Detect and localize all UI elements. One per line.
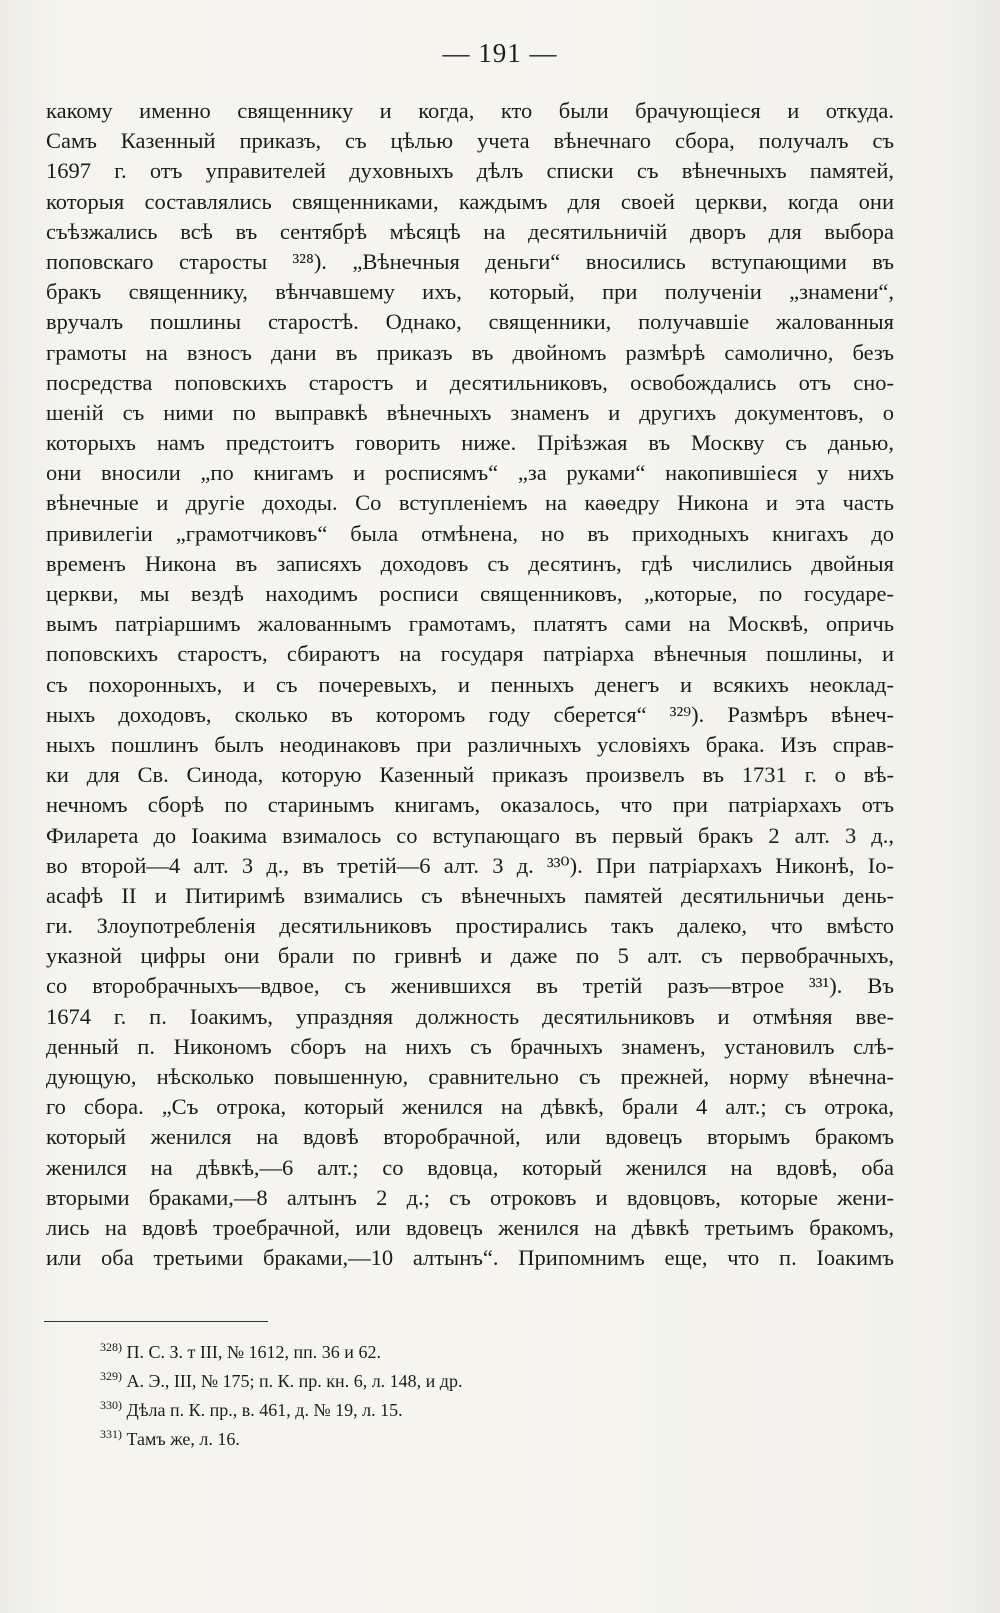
footnote-text: Тамъ же, л. 16. [126,1429,240,1449]
footnote-divider [44,1321,268,1322]
footnote-mark: 331) [100,1427,122,1441]
footnote-text: П. С. З. т III, № 1612, пп. 36 и 62. [126,1342,381,1362]
footnote-mark: 329) [100,1369,122,1383]
text-line: посредства поповскихъ старостъ и десятильниковъ, освобождались отъ сно- [46,369,894,395]
footnote [100,1396,800,1425]
text-line: вѣнечные и другіе доходы. Со вступленіемъ на каѳедру Никона и эта часть [46,490,894,516]
text-line: вручалъ пошлины старостѣ. Однако, священники, получавшіе жалованныя [46,309,894,335]
text-line: ныхъ пошлинъ былъ неодинаковъ при различныхъ условіяхъ брака. Изъ справ- [46,731,894,757]
footnote-mark: 330) [100,1398,122,1412]
text-line: во второй—4 алт. 3 д., въ третій—6 алт. 3 д. ³³⁰). При патріархахъ Никонѣ, Іо- [46,852,894,878]
footnote-mark: 328) [100,1340,122,1354]
footnote-text: Дѣла п. К. пр., в. 461, д. № 19, л. 15. [126,1400,403,1420]
text-line: со второбрачныхъ—вдвое, съ женившихся въ третій разъ—втрое ³³¹). Въ [46,973,894,999]
text-line: лись на вдовѣ троебрачной, или вдовецъ женился на дѣвкѣ третьимъ бракомъ, [46,1214,894,1240]
text-line: Филарета до Іоакима взималось со вступающаго въ первый бракъ 2 алт. 3 д., [46,822,894,848]
text-line: поповскихъ старостъ, сбираютъ на государя патріарха вѣнечныя пошлины, и [46,641,894,667]
footnote [100,1367,800,1396]
text-line: го сбора. „Съ отрока, который женился на дѣвкѣ, брали 4 алт.; съ отрока, [46,1094,894,1120]
text-line: нечномъ сборѣ по старинымъ книгамъ, оказалось, что при патріархахъ отъ [46,792,894,818]
footnote [100,1338,800,1367]
text-line: бракъ священнику, вѣнчавшему ихъ, который, при полученіи „знамени“, [46,279,894,305]
main-text [46,96,894,1273]
text-line: временъ Никона въ записяхъ доходовъ съ десятинъ, гдѣ числились двойныя [46,550,894,576]
text-line: привилегіи „грамотчиковъ“ была отмѣнена, но въ приходныхъ книгахъ до [46,520,894,546]
text-line: съѣзжались всѣ въ сентябрѣ мѣсяцѣ на десятильничій дворъ для выбора [46,218,894,244]
footnote-text: А. Э., III, № 175; п. К. пр. кн. 6, л. 148, и др. [126,1371,463,1391]
text-line: которыхъ намъ предстоитъ говорить ниже. Пріѣзжая въ Москву съ данью, [46,430,894,456]
page-number: — 191 — [442,38,558,68]
text-line: Самъ Казенный приказъ, съ цѣлью учета вѣнечнаго сбора, получалъ съ [46,128,894,154]
text-line: асафѣ II и Питиримѣ взимались съ вѣнечныхъ памятей десятильничьи день- [46,882,894,908]
text-line: женился на дѣвкѣ,—6 алт.; со вдовца, который женился на вдовѣ, оба [46,1154,894,1180]
text-line: вторыми браками,—8 алтынъ 2 д.; съ отроковъ и вдовцовъ, которые жени- [46,1184,894,1210]
footnote [100,1425,800,1454]
footnotes [100,1338,800,1454]
text-line: грамоты на взносъ дани въ приказъ въ двойномъ размѣрѣ самолично, безъ [46,339,894,365]
text-line: шеній съ ними по выправкѣ вѣнечныхъ знаменъ и другихъ документовъ, о [46,399,894,425]
text-line: какому именно священнику и когда, кто были брачующіеся и откуда. [46,98,894,123]
text-line: поповскаго старосты ³²⁸). „Вѣнечныя деньги“ вносились вступающими въ [46,248,894,274]
text-line: денный п. Никономъ сборъ на нихъ съ брачныхъ знаменъ, установилъ слѣ- [46,1033,894,1059]
text-line: ги. Злоупотребленія десятильниковъ простирались такъ далеко, что вмѣсто [46,913,894,939]
text-line: или оба третьими браками,—10 алтынъ“. Припомнимъ еще, что п. Іоакимъ [46,1245,894,1271]
text-line: ки для Св. Синода, которую Казенный приказъ произвелъ въ 1731 г. о вѣ- [46,762,894,788]
text-line: который женился на вдовѣ второбрачной, или вдовецъ вторымъ бракомъ [46,1124,894,1150]
text-line: которыя составлялись священниками, каждымъ для своей церкви, когда они [46,188,894,214]
text-line: вымъ патріаршимъ жалованнымъ грамотамъ, платятъ сами на Москвѣ, опричь [46,611,894,637]
text-line: церкви, мы вездѣ находимъ росписи священниковъ, „которые, по государе- [46,581,894,606]
text-line: дующую, нѣсколько повышенную, сравнительно съ прежней, норму вѣнечна- [46,1064,894,1089]
text-line: они вносили „по книгамъ и росписямъ“ „за руками“ накопившіеся у нихъ [46,460,894,486]
text-line: ныхъ доходовъ, сколько въ которомъ году сберется“ ³²⁹). Размѣръ вѣнеч- [46,701,894,727]
text-line: указной цифры они брали по гривнѣ и даже по 5 алт. съ первобрачныхъ, [46,943,894,969]
text-line: 1697 г. отъ управителей духовныхъ дѣлъ списки съ вѣнечныхъ памятей, [46,158,894,184]
text-line: 1674 г. п. Іоакимъ, упраздняя должность десятильниковъ и отмѣняя вве- [46,1003,894,1029]
text-line: съ похоронныхъ, и съ почеревыхъ, и пенныхъ денегъ и всякихъ неоклад- [46,671,894,697]
